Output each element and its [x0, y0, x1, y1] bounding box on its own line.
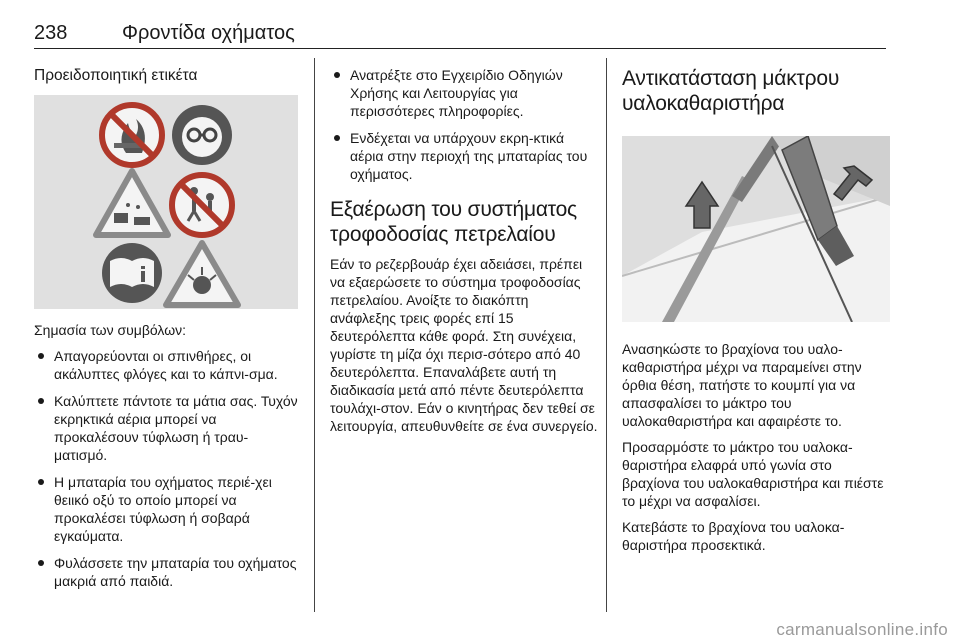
wiper-paragraph-2: Προσαρμόστε το μάκτρο του υαλοκα-θαριστήρα ελαφρά υπό γωνία στο βραχίονα του υαλοκαθαριστήρα και πιέστε το μέχρι να ασφαλίσει.: [622, 439, 884, 509]
chapter-title: Φροντίδα οχήματος: [122, 22, 295, 44]
bullet-icon: [38, 479, 44, 485]
acid-warning-icon: [96, 171, 168, 235]
list-item: Φυλάσσετε την μπαταρία του οχήματος μακριά από παιδιά.: [34, 554, 298, 590]
page-header: [34, 14, 886, 49]
bullet-icon: [38, 353, 44, 359]
page-number: 238: [34, 22, 68, 44]
watermark: carmanualsonline.info: [776, 620, 948, 639]
arrow-up-icon: [686, 182, 718, 228]
list-item: Καλύπτετε πάντοτε τα μάτια σας. Τυχόν εκρηκτικά αέρια μπορεί να προκαλέσουν τύφλωση ή τραυ-ματισμό.: [34, 392, 298, 464]
bullet-icon: [38, 398, 44, 404]
warning-symbols-illustration: [34, 95, 298, 309]
explosive-warning-icon: [166, 243, 238, 305]
fuel-bleeding-paragraph: Εάν το ρεζερβουάρ έχει αδειάσει, πρέπει να εξαερώσετε το σύστημα τροφοδοσίας πετρελαίου. Ανοίξτε το διακόπτη ανάφλεξης τρεις φορές επί 15 δευτερόλεπτα κάθε φορά. Στη συνέχεια, γυρίστε τη μίζα όχι περισ-σότερο από 40 δευτερόλεπτα. Επαναλάβετε αυτή τη διαδικασία μετά από πέντε δευτερόλεπτα τουλάχι-στον. Εάν ο κινητήρας δεν τεθεί σε λειτουργία, απευθυνθείτε σε ένα συνεργείο.: [330, 256, 598, 434]
column-divider-2: [606, 58, 607, 612]
no-children-icon: [172, 175, 232, 235]
wiper-paragraph-3: Κατεβάστε το βραχίονα του υαλοκα-θαριστήρα προσεκτικά.: [622, 519, 845, 553]
bullet-icon: [38, 560, 44, 566]
warning-label-heading: Προειδοποιητική ετικέτα: [34, 67, 198, 84]
wiper-paragraph-1: Ανασηκώστε το βραχίονα του υαλο-καθαριστήρα μέχρι να παραμείνει στην όρθια θέση, πατήστε το κουμπί για να απασφαλίσει το μάκτρο του υαλοκαθαριστήρα και αφαιρέστε το.: [622, 341, 862, 429]
symbols-list: [34, 347, 298, 590]
list-item: Ανατρέξτε στο Εγχειρίδιο Οδηγιών Χρήσης και Λειτουργίας για περισσότερες πληροφορίες.: [330, 66, 598, 120]
wiper-blade-heading: Αντικατάσταση μάκτρου υαλοκαθαριστήρα: [622, 67, 840, 115]
right-column: [622, 58, 890, 562]
symbols-caption: Σημασία των συμβόλων:: [34, 322, 187, 338]
middle-column: [330, 66, 598, 443]
read-manual-icon: [102, 243, 162, 303]
wiper-blade-illustration: [622, 136, 890, 322]
list-item: Ενδέχεται να υπάρχουν εκρη-κτικά αέρια στην περιοχή της μπαταρίας του οχήματος.: [330, 129, 598, 183]
column-divider-1: [314, 58, 315, 612]
bullet-icon: [334, 135, 340, 141]
fuel-bleeding-heading: Εξαέρωση του συστήματος τροφοδοσίας πετρελαίου: [330, 198, 577, 246]
list-item: Η μπαταρία του οχήματος περιέ-χει θειικό οξύ το οποίο μπορεί να προκαλέσει τύφλωση ή σοβαρά εγκαύματα.: [34, 473, 298, 545]
symbols-list-continued: [330, 66, 598, 183]
left-column: [34, 58, 298, 599]
eye-protection-icon: [172, 105, 232, 165]
list-item: Απαγορεύονται οι σπινθήρες, οι ακάλυπτες φλόγες και το κάπνι-σμα.: [34, 347, 298, 383]
no-fire-icon: [102, 105, 162, 165]
bullet-icon: [334, 72, 340, 78]
